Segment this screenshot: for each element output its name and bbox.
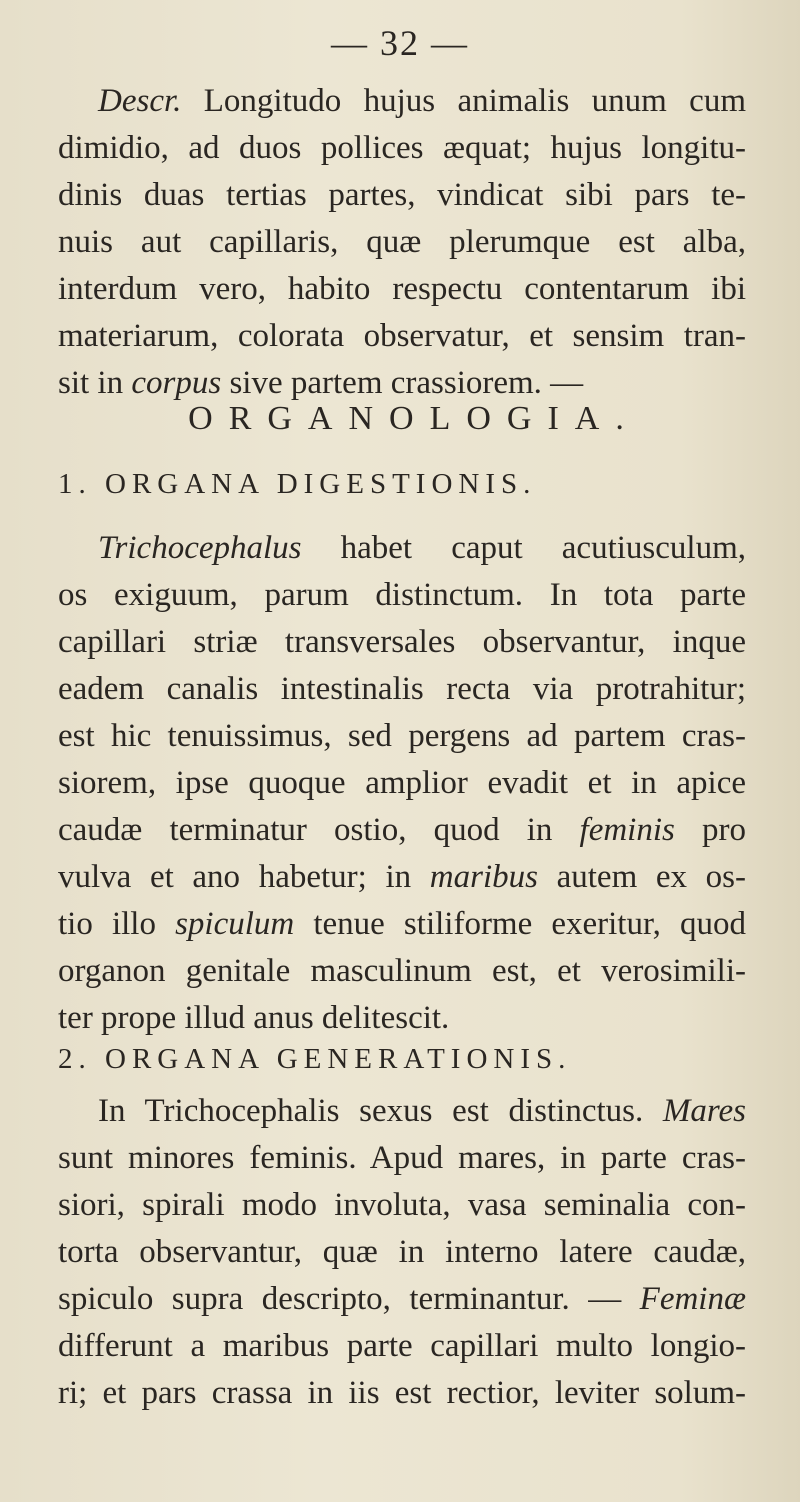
text-line: ri; et pars crassa in iis est rectior, leviter solum- bbox=[58, 1375, 746, 1411]
subsection-title-digestion: 1. ORGANA DIGESTIONIS. bbox=[58, 468, 537, 500]
text-line: Descr. Longitudo hujus animalis unum cum bbox=[98, 83, 746, 119]
text-line: sit in corpus sive partem crassiorem. — bbox=[58, 365, 584, 401]
genus-name: Trichocephalus bbox=[98, 530, 302, 566]
text-line: sunt minores feminis. Apud mares, in parte cras- bbox=[58, 1140, 746, 1176]
text-line: spiculo supra descripto, terminantur. — Feminæ bbox=[58, 1281, 746, 1317]
page-number: — 32 — bbox=[331, 23, 469, 63]
digestion-paragraph bbox=[58, 525, 746, 1042]
text-line: materiarum, colorata observatur, et sensim tran- bbox=[58, 318, 746, 354]
generation-paragraph bbox=[58, 1088, 746, 1417]
text-line: caudæ terminatur ostio, quod in feminis pro bbox=[58, 812, 746, 848]
text-line: dinis duas tertias partes, vindicat sibi pars te- bbox=[58, 177, 746, 213]
text-line: ter prope illud anus delitescit. bbox=[58, 1000, 450, 1036]
section-title-organologia: ORGANOLOGIA. bbox=[188, 400, 640, 437]
description-paragraph bbox=[58, 78, 746, 407]
text-line: differunt a maribus parte capillari multo longio- bbox=[58, 1328, 746, 1364]
text-line: vulva et ano habetur; in maribus autem ex os- bbox=[58, 859, 746, 895]
descr-label: Descr. bbox=[98, 83, 182, 119]
text-line: dimidio, ad duos pollices æquat; hujus longitu- bbox=[58, 130, 746, 166]
text-line: siorem, ipse quoque amplior evadit et in apice bbox=[58, 765, 746, 801]
text-line: tio illo spiculum tenue stiliforme exeritur, quod bbox=[58, 906, 747, 942]
text-line: organon genitale masculinum est, et verosimili- bbox=[58, 953, 746, 989]
text-line: os exiguum, parum distinctum. In tota parte bbox=[58, 577, 746, 613]
text-line: torta observantur, quæ in interno latere caudæ, bbox=[58, 1234, 746, 1270]
text-line: eadem canalis intestinalis recta via protrahitur; bbox=[58, 671, 746, 707]
text-line: nuis aut capillaris, quæ plerumque est alba, bbox=[58, 224, 746, 260]
text-line: est hic tenuissimus, sed pergens ad partem cras- bbox=[58, 718, 746, 754]
text-line: siori, spirali modo involuta, vasa seminalia con- bbox=[58, 1187, 746, 1223]
text-line: In Trichocephalis sexus est distinctus. Mares bbox=[98, 1093, 746, 1129]
subsection-title-generation: 2. ORGANA GENERATIONIS. bbox=[58, 1043, 572, 1075]
text-line: interdum vero, habito respectu contentarum ibi bbox=[58, 271, 746, 307]
text-line: capillari striæ transversales observantur, inque bbox=[58, 624, 746, 660]
text-line: Trichocephalus habet caput acutiusculum, bbox=[98, 530, 746, 566]
